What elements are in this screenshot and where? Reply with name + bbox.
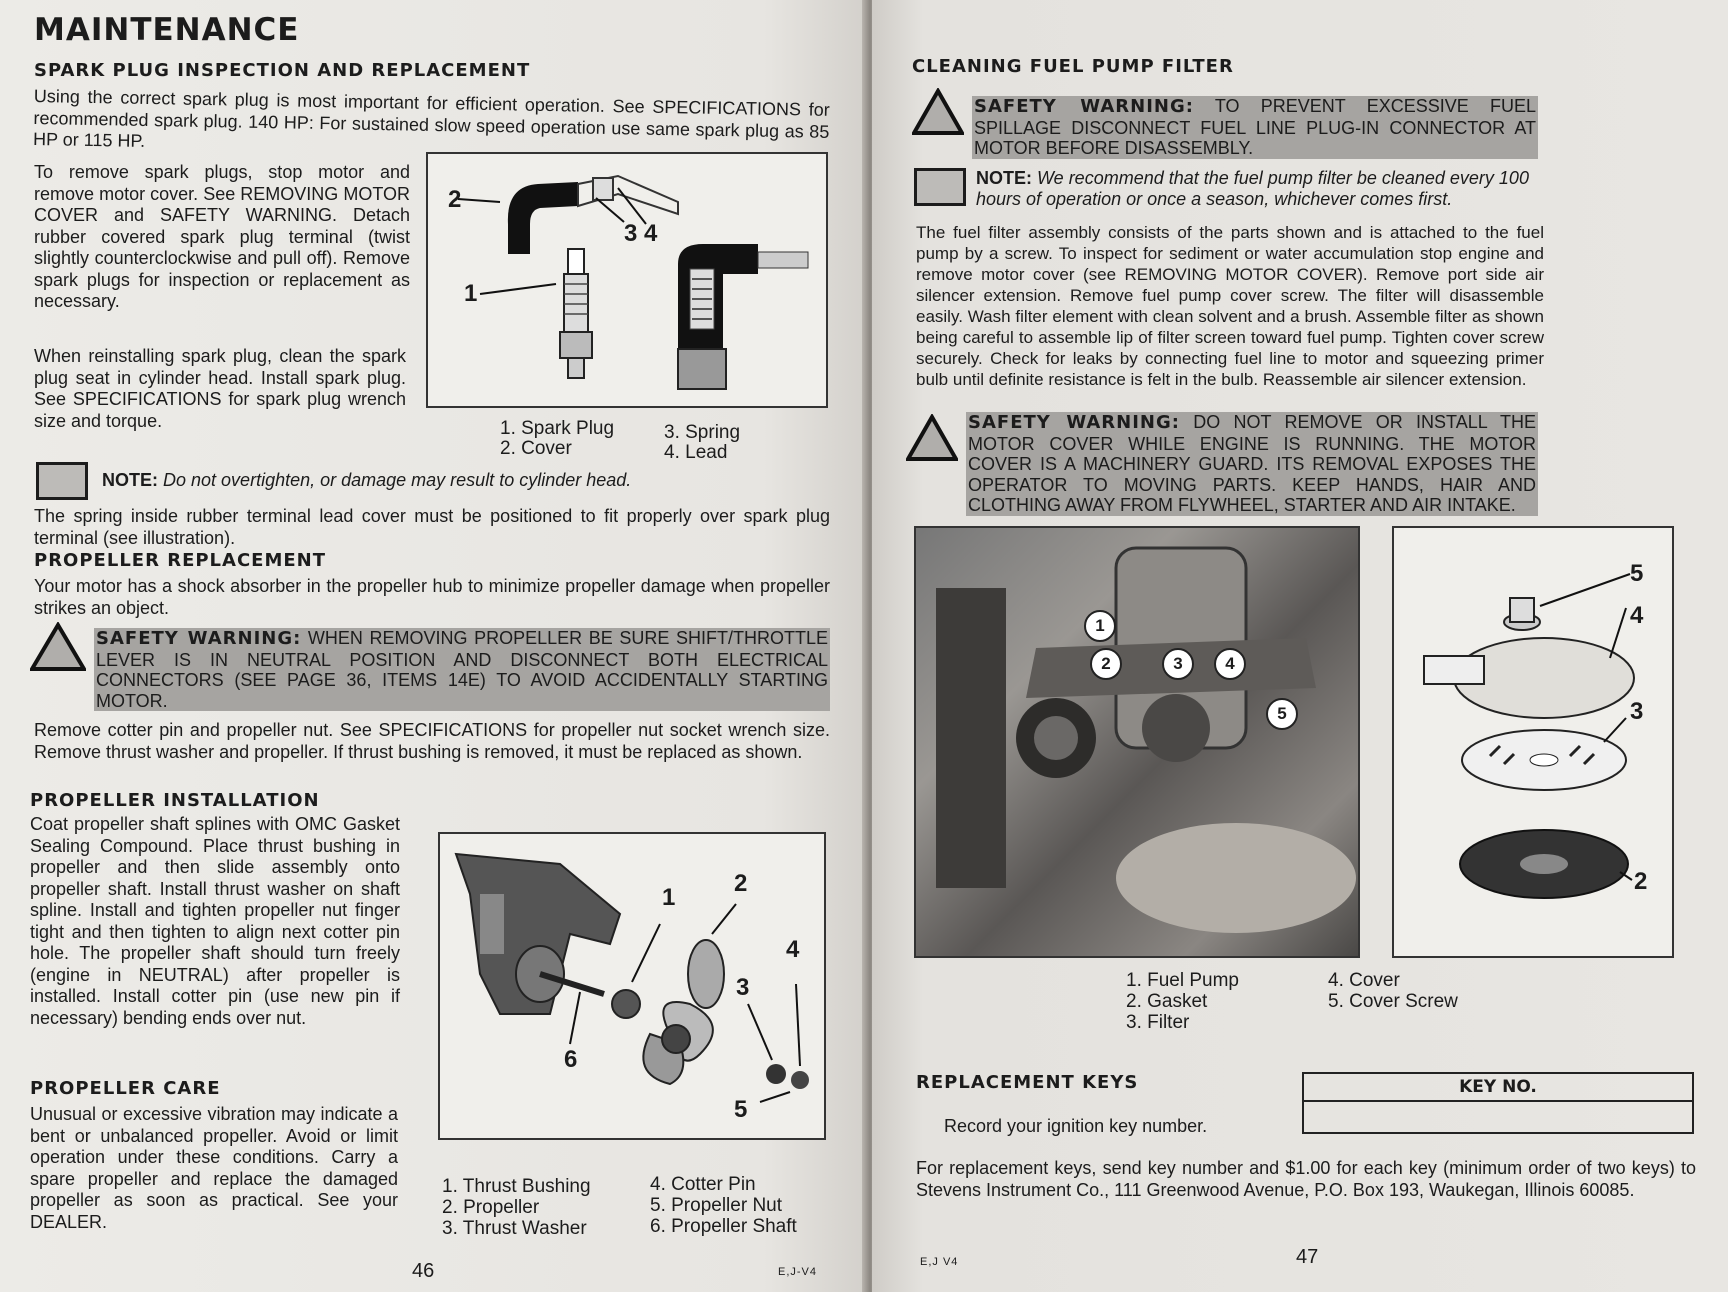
legend-item: 2. Propeller [442, 1197, 540, 1218]
legend-item: 3. Thrust Washer [442, 1218, 587, 1239]
legend-item: 5. Propeller Nut [650, 1195, 783, 1216]
photo-callout-1: 1 [1084, 610, 1116, 642]
callout-2: 2 [448, 186, 462, 213]
fuel-pump-photo [914, 526, 1360, 958]
legend-item: 1. Fuel Pump [1126, 970, 1239, 991]
spring-text: The spring inside rubber terminal lead cover must be positioned to fit properly over spark plug terminal (see illustration). [34, 506, 830, 548]
callout-6: 6 [564, 1046, 578, 1073]
legend-item: 1. Spark Plug [500, 418, 615, 439]
propeller-installation-heading: PROPELLER INSTALLATION [30, 790, 320, 811]
warning-label: SAFETY WARNING: [968, 412, 1180, 433]
propeller-installation-text: Coat propeller shaft splines with OMC Gasket Sealing Compound. Place thrust bushing in propeller and then slide assembly onto propeller shaft. Install thrust washer on shaft spline. Install and tighten propeller nut finger tight and then tighten to align next cotter pin hole. The propeller shaft should turn freely (engine in NEUTRAL) after propeller is installed. Install cotter pin (use new pin if necessary) bending ends over nut. [30, 814, 400, 1028]
note-fuel-filter [976, 168, 1536, 210]
propeller-care-heading: PROPELLER CARE [30, 1078, 221, 1099]
propeller-replacement-heading: PROPELLER REPLACEMENT [34, 550, 327, 571]
legend-item: 3. Spring [664, 422, 741, 443]
legend-item: 5. Cover Screw [1328, 991, 1458, 1012]
photo-callout-4: 4 [1214, 648, 1246, 680]
propeller-care-text: Unusual or excessive vibration may indicate a bent or unbalanced propeller. Avoid or limit operation under these conditions. Carry a spare propeller and replace the damaged propeller as soon as practical. See your DEALER. [30, 1104, 398, 1232]
legend-item: 3. Filter [1126, 1012, 1190, 1033]
replacement-keys-text: For replacement keys, send key number and $1.00 for each key (minimum order of two keys) to Stevens Instrument Co., 111 Greenwood Avenue, P.O. Box 193, Waukegan, Illinois 60085. [916, 1158, 1696, 1200]
spark-plug-reinstall-text: When reinstalling spark plug, clean the spark plug seat in cylinder head. Install spark plug. See SPECIFICATIONS for spark plug wrench size and torque. [34, 346, 406, 431]
note-text: We recommend that the fuel pump filter be cleaned every 100 hours of operation or once a season, whichever comes first. [976, 168, 1529, 209]
fuel-filter-exploded-illustration [1394, 528, 1672, 956]
diagram-callout-3: 3 [1630, 698, 1644, 725]
fuel-filter-heading: CLEANING FUEL PUMP FILTER [912, 56, 1234, 77]
spark-plug-heading: SPARK PLUG INSPECTION AND REPLACEMENT [34, 60, 531, 81]
right-page [872, 0, 1728, 1292]
cover-shape [508, 182, 578, 254]
legend-item: 2. Cover [500, 438, 572, 459]
warning-text: DO NOT REMOVE OR INSTALL THE MOTOR COVER WHILE ENGINE IS RUNNING. THE MOTOR COVER IS A MACHINERY GUARD. ITS REMOVAL EXPOSES THE OPERATOR TO MOVING PARTS. KEEP HANDS, HAIR AND CLOTHING AWAY FROM FLYWHEEL, STARTER AND AIR INTAKE. [968, 412, 1537, 515]
diagram-callout-5: 5 [1630, 560, 1644, 587]
propeller-legend [442, 1176, 842, 1246]
callout-3: 3 [624, 220, 638, 247]
legend-item: 4. Cotter Pin [650, 1174, 756, 1195]
safety-warning-propeller [94, 628, 830, 711]
key-number-field[interactable] [1304, 1102, 1692, 1134]
page-number: 46 [412, 1260, 435, 1282]
warning-label: SAFETY WARNING: [96, 628, 302, 649]
note-icon [36, 462, 88, 500]
page-title: MAINTENANCE [34, 12, 300, 48]
callout-5: 5 [734, 1096, 748, 1123]
record-key-text: Record your ignition key number. [944, 1116, 1208, 1136]
note-text: Do not overtighten, or damage may result to cylinder head. [163, 470, 632, 490]
callout-1: 1 [662, 884, 676, 911]
page-code: E,J-V4 [778, 1266, 818, 1278]
photo-callout-5: 5 [1266, 698, 1298, 730]
legend-item: 2. Gasket [1126, 991, 1208, 1012]
callout-4: 4 [644, 220, 658, 247]
legend-item: 4. Lead [664, 442, 728, 463]
warning-text: TO PREVENT EXCESSIVE FUEL SPILLAGE DISCONNECT FUEL LINE PLUG-IN CONNECTOR AT MOTOR BEFORE DISASSEMBLY. [974, 96, 1537, 158]
fuel-filter-diagram [1392, 526, 1674, 958]
key-number-header: KEY NO. [1304, 1074, 1692, 1102]
note-icon [914, 168, 966, 206]
fuel-filter-legend [1126, 970, 1526, 1036]
legend-item: 1. Thrust Bushing [442, 1176, 591, 1197]
fuel-filter-text: The fuel filter assembly consists of the parts shown and is attached to the fuel pump by a screw. To inspect for sediment or water accumulation stop engine and remove motor cover (see REMOVING MOTOR COVER). Remove port side air silencer extension. Remove fuel pump cover screw. The filter will disassemble easily. Wash filter element with clean solvent and a brush. Assemble filter as shown being careful to assemble lip of filter screen toward fuel pump. Tighten cover screw securely. Check for leaks by connecting fuel line to motor and squeezing primer bulb until definite resistance is felt in the bulb. Reassemble air silencer extension. [916, 223, 1544, 389]
propeller-replacement-intro: Your motor has a shock absorber in the propeller hub to minimize propeller damage when propeller strikes an object. [34, 576, 830, 618]
diagram-callout-2: 2 [1634, 868, 1648, 895]
safety-warning-motor-cover [966, 412, 1538, 516]
safety-warning-fuel [972, 96, 1538, 159]
propeller-removal-text: Remove cotter pin and propeller nut. See SPECIFICATIONS for propeller nut socket wrench size. Remove thrust washer and propeller. If thrust bushing is removed, it must be replaced as shown. [34, 720, 830, 762]
diagram-callout-4: 4 [1630, 602, 1644, 629]
propeller-illustration [440, 834, 824, 1138]
note-label: NOTE: [976, 168, 1032, 188]
callout-3: 3 [736, 974, 750, 1001]
legend-item: 4. Cover [1328, 970, 1400, 991]
page-number: 47 [1296, 1246, 1319, 1268]
legend-item: 6. Propeller Shaft [650, 1216, 797, 1237]
spark-plug-figure [426, 152, 828, 408]
warning-label: SAFETY WARNING: [974, 96, 1194, 117]
replacement-keys-heading: REPLACEMENT KEYS [916, 1072, 1139, 1093]
photo-callout-2: 2 [1090, 648, 1122, 680]
callout-2: 2 [734, 870, 748, 897]
callout-4: 4 [786, 936, 800, 963]
photo-callout-3: 3 [1162, 648, 1194, 680]
warning-text: WHEN REMOVING PROPELLER BE SURE SHIFT/THROTTLE LEVER IS IN NEUTRAL POSITION AND DISCONNECT BOTH ELECTRICAL CONNECTORS (SEE PAGE 36, ITEMS 14E) TO AVOID ACCIDENTALLY STARTING MOTOR. [96, 628, 828, 711]
key-number-table [1302, 1072, 1694, 1134]
callout-1: 1 [464, 280, 478, 307]
note-label: NOTE: [102, 470, 158, 490]
propeller-figure [438, 832, 826, 1140]
note-spark-plug [102, 470, 862, 491]
spark-plug-illustration [428, 154, 826, 406]
spark-plug-remove-text: To remove spark plugs, stop motor and remove motor cover. See REMOVING MOTOR COVER and SAFETY WARNING. Detach rubber covered spark plug terminal (twist slightly counterclockwise and pull off). Remove spark plugs for inspection or replacement as necessary. [34, 162, 410, 311]
page-code: E,J V4 [920, 1256, 959, 1268]
spark-plug-intro: Using the correct spark plug is most important for efficient operation. See SPECIFICATIONS for recommended spark plug. 140 HP: For sustained slow speed operation use same spark plug as 85 HP or 115 HP. [32, 86, 830, 151]
